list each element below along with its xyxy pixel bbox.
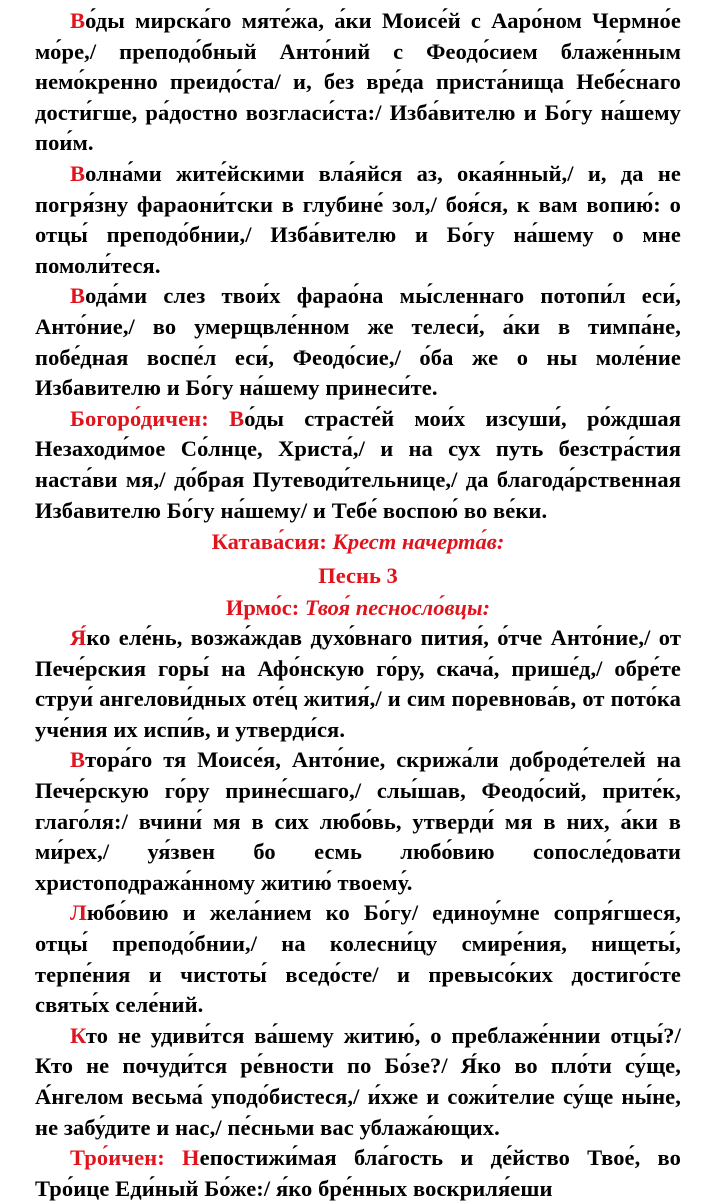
drop-initial: В — [70, 160, 86, 186]
troparion-3 — [35, 281, 681, 403]
drop-initial: В — [70, 283, 86, 309]
song-title: Песнь 3 — [318, 563, 398, 589]
drop-initial: Н — [182, 1145, 200, 1171]
drop-initial: Я — [70, 625, 87, 651]
troparion-4 — [35, 623, 681, 745]
irmos-label: Ирмо́с: — [225, 595, 305, 621]
troparion-text: ода́ми слез твои́х фарао́на мы́сленнаго потопи́л еси́, Анто́ние,/ во умерщвле́нном же телеси́, а́ки в тимпа́не, побе́дная воспе́л еси́, Феодо́сие,/ о́ба же о ны моле́ние Избавителю и Бо́гу на́шему принеси́те. — [35, 283, 681, 401]
troparion-text: тора́го тя Моисе́я, Анто́ние, скрижа́ли доброде́телей на Пече́рскую го́ру прине́сшаго,/ слы́шав, Феодо́сий, прите́к, глаго́ля:/ вчини́ мя в сих любо́вь, утверди́ мя в них, а́ки в ми́рех,/ уя́звен бо есмь любо́вию сопосле́довати христоподража́нному житию́ твоему́. — [35, 747, 681, 895]
page-body — [35, 6, 681, 1204]
drop-initial: В — [70, 8, 86, 33]
theotokion-label: Богоро́дичен: — [70, 405, 230, 431]
triadikon-label: Тро́ичен: — [70, 1145, 182, 1171]
troparion-text: олна́ми жите́йскими вла́яйся аз, окая́нный,/ и, да не погря́зну фараони́тски в глубине́ зол,/ боя́ся, к вам вопию́: о отцы́ преподо́бнии,/ Изба́вителю и Бо́гу на́шему о мне помоли́теся. — [35, 160, 681, 278]
theotokion — [35, 404, 681, 526]
irmos-text: воя́ песносло́вцы: — [317, 595, 491, 621]
troparion-7 — [35, 1021, 681, 1143]
troparion-text: юбо́вию и жела́нием ко Бо́гу/ единоу́мне сопря́гшеся, отцы́ преподо́бнии,/ на колесни́цу смире́ния, нищеты́, терпе́ния и чистоты́ вседо́сте/ и превысо́ких достиго́сте святы́х селе́ний. — [35, 900, 681, 1018]
drop-initial: Л — [70, 900, 87, 926]
troparion-5 — [35, 745, 681, 898]
troparion-6 — [35, 898, 681, 1020]
drop-initial: В — [229, 405, 245, 431]
troparion-text: то не удиви́тся ва́шему житию́, о преблаже́ннии отцы́?/ Кто не почуди́тся ре́вности по Бо́зе?/ Я́ко во пло́ти су́ще, А́нгелом весьма́ уподо́бистеся,/ и́хже и сожи́телие су́ще ны́не, не забу́дите и нас,/ пе́сньми вас ублажа́ющих. — [35, 1022, 681, 1140]
triadikon-text: епостижи́мая бла́гость и де́йство Твое́, во Тро́ице Еди́ный Бо́же:/ я́ко бре́нных воскриля́еши — [35, 1145, 681, 1201]
katavasia-label: Катава́сия: — [211, 529, 333, 555]
drop-initial: К — [70, 1022, 86, 1048]
katavasia-text: рест начерта́в: — [347, 529, 505, 555]
irmos-initial: Т — [304, 595, 318, 621]
triadikon — [35, 1143, 681, 1204]
drop-initial: В — [70, 747, 86, 773]
troparion-2 — [35, 159, 681, 281]
troparion-text: ́ко еле́нь, возжа́ждав духо́внаго пития́, о́тче Анто́ние,/ от Пече́рския горы́ на Афо́нскую го́ру, скача́, прише́д,/ обре́те струи́ ангелови́дных оте́ц жития́,/ и сим поревнова́в, от пото́ка уче́ния их испи́в, и утверди́ся. — [35, 625, 681, 742]
katavasia-initial: К — [332, 529, 348, 555]
troparion-text: о́ды мирска́го мяте́жа, а́ки Моисе́й с Ааро́ном Чермно́е мо́ре,/ преподо́бный Анто́ний с Феодо́сием блаже́нным немо́кренно преидо́ста/ и, без вре́да приста́нища Небе́снаго дости́гше, ра́достно возгласи́ста:/ Изба́вителю и Бо́гу на́шему пои́м. — [35, 8, 681, 156]
theotokion-text: о́ды страсте́й мои́х изсуши́, ро́ждшая Незаходи́мое Со́лнце, Христа́,/ и на сух путь безстра́стия наста́ви мя,/ до́брая Путеводи́тельнице,/ да благода́рственная Избавителю Бо́гу на́шему/ и Тебе́ воспою́ во ве́ки. — [35, 405, 681, 523]
katavasia-heading — [35, 526, 681, 557]
irmos-heading — [35, 592, 681, 623]
troparion-1 — [35, 6, 681, 159]
